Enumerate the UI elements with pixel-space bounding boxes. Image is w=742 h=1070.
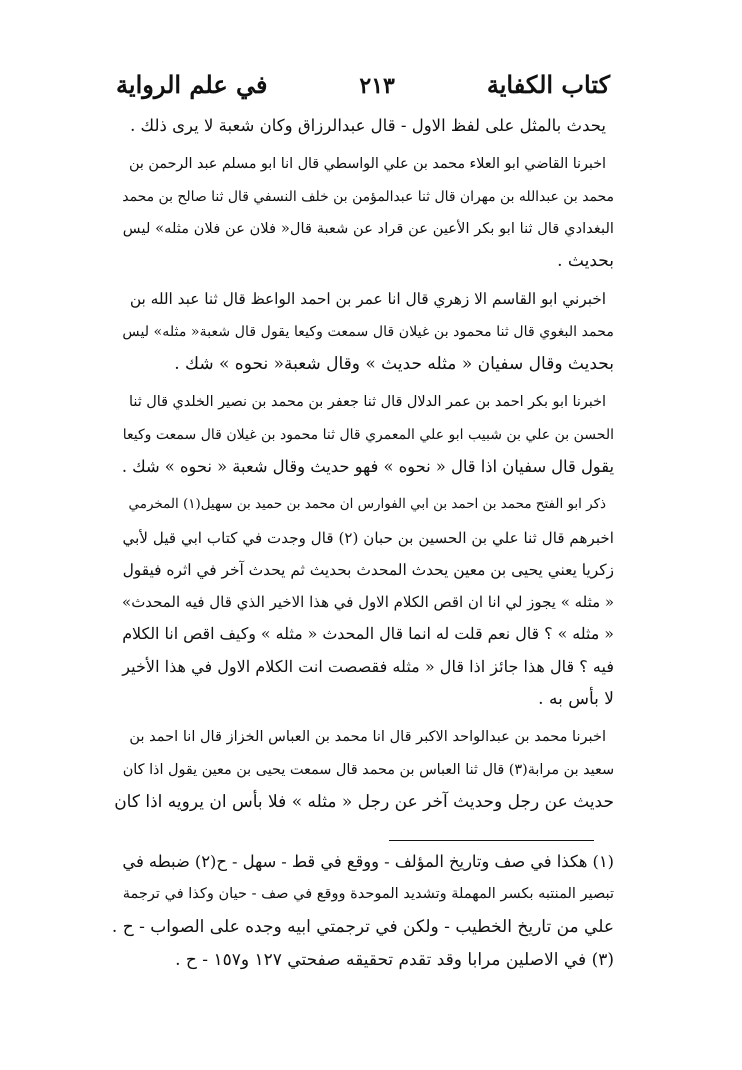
text-line: الحسن بن علي بن شبيب ابو علي المعمري قال ثنا محمود بن غيلان قال سمعت وكيعا — [122, 426, 614, 443]
paragraph-2 — [112, 148, 614, 277]
text-line: اخبرهم قال ثنا علي بن الحسين بن حبان (٢) قال وجدت في كتاب ابي قيل لأبي — [122, 528, 614, 547]
paragraph-1 — [112, 110, 614, 142]
header-book-title: كتاب الكفاية — [486, 70, 610, 99]
text-line: « مثله » يجوز لي انا ان اقص الكلام الاول في هذا الاخير الذي قال فيه المحدث» — [122, 593, 614, 612]
text-line: لا بأس به . — [538, 689, 614, 710]
footnote-1-2 — [112, 845, 614, 944]
page-number: ٢١٣ — [359, 73, 395, 99]
page-header — [112, 70, 614, 110]
text-line: يحدث بالمثل على لفظ الاول - قال عبدالرزاق وكان شعبة لا يرى ذلك . — [130, 116, 606, 135]
text-line: اخبرنا محمد بن عبدالواحد الاكبر قال انا محمد بن العباس الخزاز قال انا احمد بن — [129, 728, 606, 746]
footnotes — [112, 845, 614, 977]
text-line: اخبرنا ابو بكر احمد بن عمر الدلال قال ثنا جعفر بن محمد بن نصير الخلدي قال ثنا — [129, 394, 606, 411]
paragraph-6 — [112, 721, 614, 818]
footnote-line: (٣) في الاصلين مرابا وقد تقدم تحقيقه صفحتي ١٢٧ و١٥٧ - ح . — [175, 950, 614, 971]
text-line: البغدادي قال ثنا ابو بكر الأعين عن قراد عن شعبة قال« فلان عن فلان مثله» ليس — [122, 219, 614, 237]
header-section-title: في علم الرواية — [116, 70, 268, 99]
footnote-line: علي من تاريخ الخطيب - ولكن في ترجمتي ابيه وجده على الصواب - ح . — [111, 917, 614, 938]
paragraph-5 — [112, 489, 614, 715]
text-line: محمد بن عبدالله بن مهران قال ثنا عبدالمؤمن بن خلف النسفي قال ثنا صالح بن محمد — [122, 188, 614, 205]
text-line: بحديث وقال سفيان « مثله حديث » وقال شعبة« نحوه » شك . — [174, 354, 614, 375]
footnote-line: تبصير المنتبه بكسر المهملة وتشديد الموحدة ووقع في صف - حيان وكذا في ترجمة — [122, 886, 614, 903]
main-text — [112, 110, 614, 818]
text-line: زكريا يعني يحيى بن معين يحدث المحدث بحديث ثم يحدث آخر في اثره فيقول — [122, 560, 614, 579]
text-line: سعيد بن مرابة(٣) قال ثنا العباس بن محمد قال سمعت يحيى بن معين يقول اذا كان — [122, 761, 614, 778]
text-line: « مثله » ؟ قال نعم قلت له انما قال المحدث « مثله » وكيف اقص انا الكلام — [122, 624, 614, 644]
text-line: يقول قال سفيان اذا قال « نحوه » فهو حديث وقال شعبة « نحوه » شك . — [121, 456, 614, 476]
paragraph-4 — [112, 386, 614, 483]
text-line: اخبرني ابو القاسم الا زهري قال انا عمر بن احمد الواعظ قال ثنا عبد الله بن — [129, 290, 606, 309]
footnote-3 — [112, 944, 614, 977]
text-line: محمد البغوي قال ثنا محمود بن غيلان قال سمعت وكيعا يقول قال شعبة« مثله» ليس — [122, 323, 614, 340]
footnote-divider — [389, 840, 594, 841]
text-line: ذكر ابو الفتح محمد بن احمد بن ابي الفوارس ان محمد بن حميد بن سهيل(١) المخرمي — [128, 497, 606, 513]
text-line: حديث عن رجل وحديث آخر عن رجل « مثله » فلا بأس ان يرويه اذا كان — [114, 791, 614, 812]
footnote-line: (١) هكذا في صف وتاريخ المؤلف - ووقع في قط - سهل - ح(٢) ضبطه في — [122, 852, 614, 872]
paragraph-3 — [112, 283, 614, 380]
text-line: فيه ؟ قال هذا جائز اذا قال « مثله فقصصت انت الكلام الاول في هذا الأخير — [122, 656, 614, 676]
text-line: اخبرنا القاضي ابو العلاء محمد بن علي الواسطي قال انا ابو مسلم عبد الرحمن بن — [128, 156, 606, 173]
text-line: بحديث . — [557, 251, 614, 272]
